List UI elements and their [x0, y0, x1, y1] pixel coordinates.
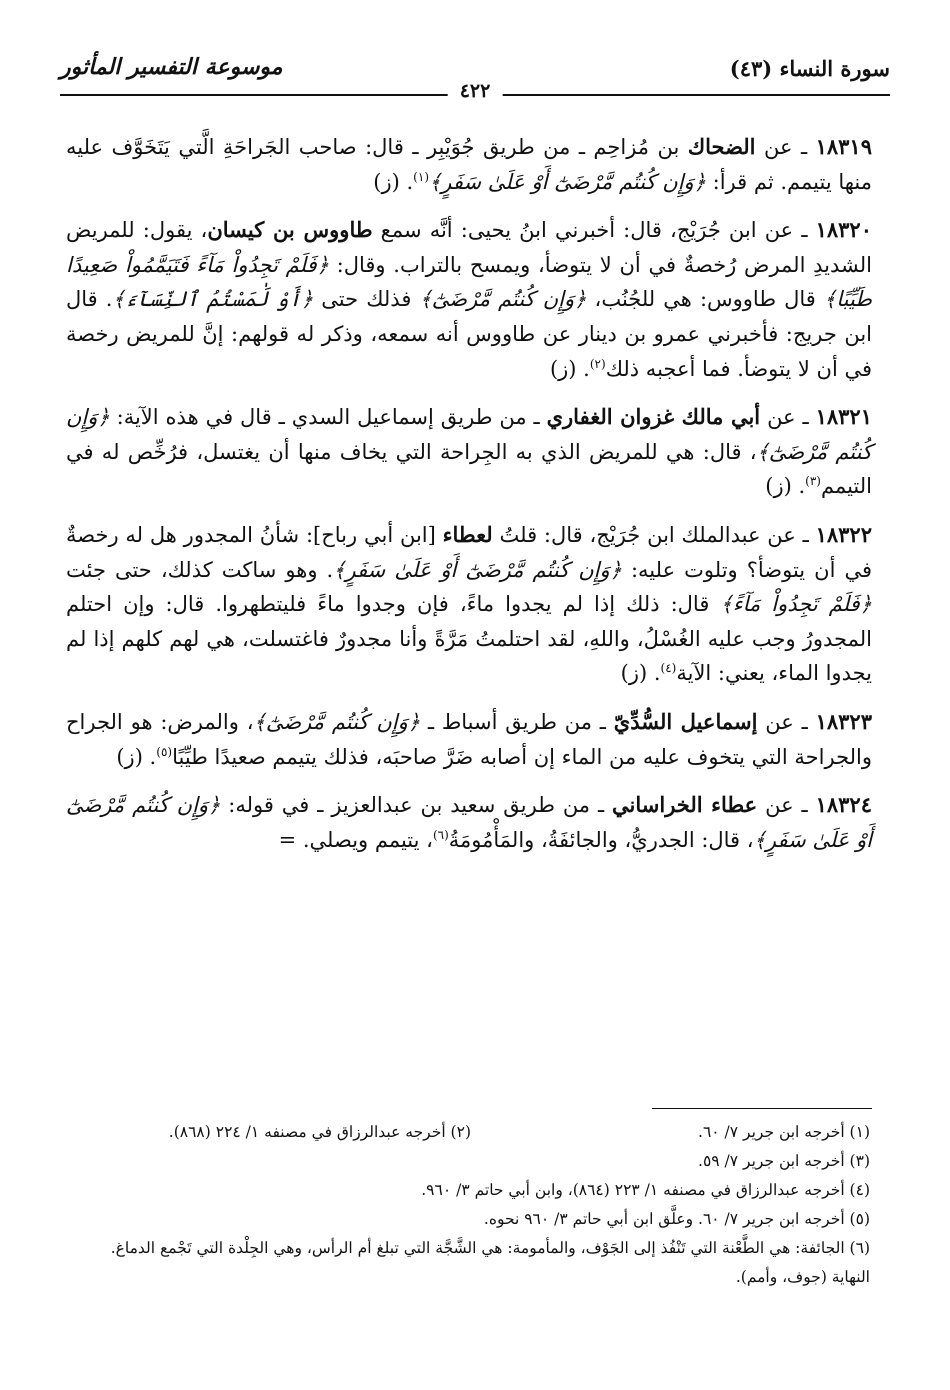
- narrator-name: أبي مالك غزوان الغفاري: [546, 404, 761, 430]
- footnote-ref[interactable]: (٣): [805, 474, 821, 489]
- footnote-5: (٥) أخرجه ابن جرير ٧/ ٦٠. وعلَّق ابن أبي حاتم ٣/ ٩٦٠ نحوه.: [483, 1210, 870, 1228]
- entry-text: قال: ذلك إذا لم يجدوا ماءً، فإن وجدوا ماءً فليتطهروا. قال: وإن احتلم المجدورُ وجب عليه الغُسْلُ، واللهِ، لقد احتلمتُ مَرَّةً وأنا مجدورٌ فاغتسلت، هي لهم كلهم إذا لم يجدوا الماء، يعني: الآية: [66, 592, 872, 686]
- main-text: [66, 130, 872, 871]
- entry-18319: [66, 130, 872, 199]
- footnote-2: (٢) أخرجه عبدالرزاق في مصنفه ١/ ٢٢٤ (٨٦٨).: [168, 1123, 471, 1141]
- footnote-separator: [652, 1108, 872, 1109]
- entry-text: ، قال: الجدريُّ، والجائفَةُ، والمَأْمُومَةُ: [448, 827, 754, 852]
- entry-text: ، والمرض: هو الجراح والجراحة التي يتخوف عليه من الماء إن أصابه ضَرَّ صاحبَه، فذلك يتيمم صعيدًا طيِّبًا: [66, 709, 872, 769]
- footnote-3: (٣) أخرجه ابن جرير ٧/ ٥٩.: [698, 1152, 870, 1170]
- narrator-name: طاووس بن كيسان: [207, 217, 373, 243]
- entry-text: ، يقول: للمريض الشديدِ المرض رُخصةٌ في أن لا يتوضأ، ويمسح بالتراب. وقال:: [66, 218, 872, 277]
- footnote-ref[interactable]: (١): [413, 169, 429, 184]
- entry-text: ، يتيمم ويصلي. =: [278, 827, 433, 852]
- quran-quote: ﴿وَإِن كُنتُم مَّرْضَىٰٓ﴾: [253, 709, 421, 734]
- quran-quote: ﴿وَإِن كُنتُم مَّرْضَىٰٓ أَوْ عَلَىٰ سَفَرٍ﴾: [429, 169, 706, 194]
- entry-text: فذلك حتى: [313, 287, 420, 312]
- entry-text: . (ز): [765, 474, 806, 499]
- entry-number: ١٨٣١٩: [815, 134, 872, 159]
- entry-text: . (ز): [373, 169, 414, 194]
- entry-text: ـ من طريق سعيد بن عبدالعزيز ـ في قوله:: [220, 793, 613, 818]
- entry-text: ـ عن: [755, 135, 816, 159]
- footnotes: [72, 1118, 870, 1292]
- quran-quote: ﴿وَإِن كُنتُم مَّرْضَىٰٓ أَوْ عَلَىٰ سَفَرٍ﴾: [66, 793, 872, 852]
- quran-quote: ﴿فَلَمْ تَجِدُواْ مَآءً فَتَيَمَّمُواْ صَعِيدًا طَيِّبًا﴾: [66, 252, 873, 312]
- quran-quote: ﴿وَإِن كُنتُم مَّرْضَىٰٓ أَوْ عَلَىٰ سَفَرٍ﴾: [333, 557, 622, 582]
- narrator-name: لعطاء: [442, 521, 493, 547]
- entry-text: ـ من طريق أسباط ـ: [420, 709, 614, 734]
- entry-text: قال طاووس: هي للجُنُب،: [586, 287, 824, 312]
- entry-text: بن مُزاحِم ـ من طريق جُوَيْبِر ـ قال: صاحب الجَراحَةِ الَّتي يَتَخَوَّف عليه منها يتيمم. ثم قرأ:: [66, 135, 872, 194]
- footnote-row: [72, 1118, 870, 1147]
- entry-text: ـ عن ابن جُرَيْج، قال: أخبرني ابنُ يحيى: أنَّه سمع: [372, 218, 816, 243]
- surah-title: سورة النساء (٤٣): [729, 56, 890, 81]
- entry-text: . (ز): [620, 661, 661, 686]
- footnote-ref[interactable]: (٤): [660, 661, 677, 676]
- entry-text: ـ عن: [760, 405, 816, 430]
- quran-quote: ﴿وَإِن كُنتُم مَّرْضَىٰٓ﴾: [419, 287, 587, 312]
- entry-18321: [66, 400, 872, 504]
- entry-18320: [66, 213, 872, 386]
- entry-number: ١٨٣٢٣: [815, 708, 872, 734]
- running-header: [60, 52, 890, 102]
- footnote-1: (١) أخرجه ابن جرير ٧/ ٦٠.: [698, 1123, 870, 1141]
- entry-text: ـ عن: [757, 793, 816, 818]
- quran-quote: ﴿وَإِن كُنتُم مَّرْضَىٰٓ﴾: [66, 405, 872, 464]
- entry-text: . وهو ساكت كذلك، حتى جئت: [66, 557, 334, 582]
- footnote-ref[interactable]: (٦): [432, 827, 449, 842]
- entry-text: . (ز): [116, 744, 157, 769]
- footnote-ref[interactable]: (٥): [156, 744, 173, 759]
- entry-text: ـ عن عبدالملك ابن جُرَيْج، قال: قلتُ: [492, 522, 816, 547]
- quran-quote: ﴿فَلَمْ تَجِدُواْ مَآءً﴾: [720, 592, 872, 617]
- quran-quote: ﴿أَوْ لَٰمَسْتُمُ ٱلنِّسَآءَ﴾: [112, 287, 314, 312]
- page-number: ٤٢٢: [448, 80, 503, 102]
- narrator-name: إسماعيل السُّدِّيّ: [613, 708, 758, 734]
- entry-number: ١٨٣٢٢: [815, 521, 872, 547]
- footnote-4: (٤) أخرجه عبدالرزاق في مصنفه ١/ ٢٢٣ (٨٦٤)، وابن أبي حاتم ٣/ ٩٦٠.: [421, 1181, 870, 1199]
- entry-text: ـ من طريق إسماعيل السدي ـ قال في هذه الآية:: [109, 405, 547, 430]
- footnote-ref[interactable]: (٢): [589, 356, 606, 371]
- entry-text: ـ عن: [757, 709, 816, 734]
- footnote-6: (٦) الجائفة: هي الطَّعْنة التي تَنْفُذ إلى الجَوْف، والمأمومة: هي الشَّجَّة التي تبلغ أم الرأس، وهي الجِلْدة التي تَجْمع الدماغ. النهاية (جوف، وأمم).: [110, 1239, 870, 1286]
- book-title: موسوعة التفسير المأثور: [60, 54, 283, 80]
- entry-text: . (ز): [549, 356, 590, 381]
- narrator-name: عطاء الخراساني: [612, 792, 758, 818]
- entry-number: ١٨٣٢١: [815, 404, 872, 430]
- entry-text: ، قال: هي للمريض الذي به الجِراحة التي يخاف منها أن يغتسل، فرُخِّص له في التيمم: [66, 439, 872, 499]
- entry-number: ١٨٣٢٠: [815, 217, 872, 243]
- entry-18323: [66, 705, 872, 774]
- entry-18322: [66, 518, 872, 691]
- entry-text: [ابن أبي رباح]: شأنُ المجدور هل له رخصةٌ في أن يتوضأ؟ وتلوت عليه:: [66, 522, 872, 582]
- entry-text: . قال ابن جريج: فأخبرني عمرو بن دينار عن طاووس أنه سمعه، وذكر له قولهم: إنَّ للمريض رخصة في أن لا يتوضأ. فما أعجبه ذلك: [66, 287, 872, 381]
- narrator-name: الضحاك: [687, 134, 756, 159]
- entry-number: ١٨٣٢٤: [815, 792, 872, 818]
- entry-18324: [66, 788, 872, 857]
